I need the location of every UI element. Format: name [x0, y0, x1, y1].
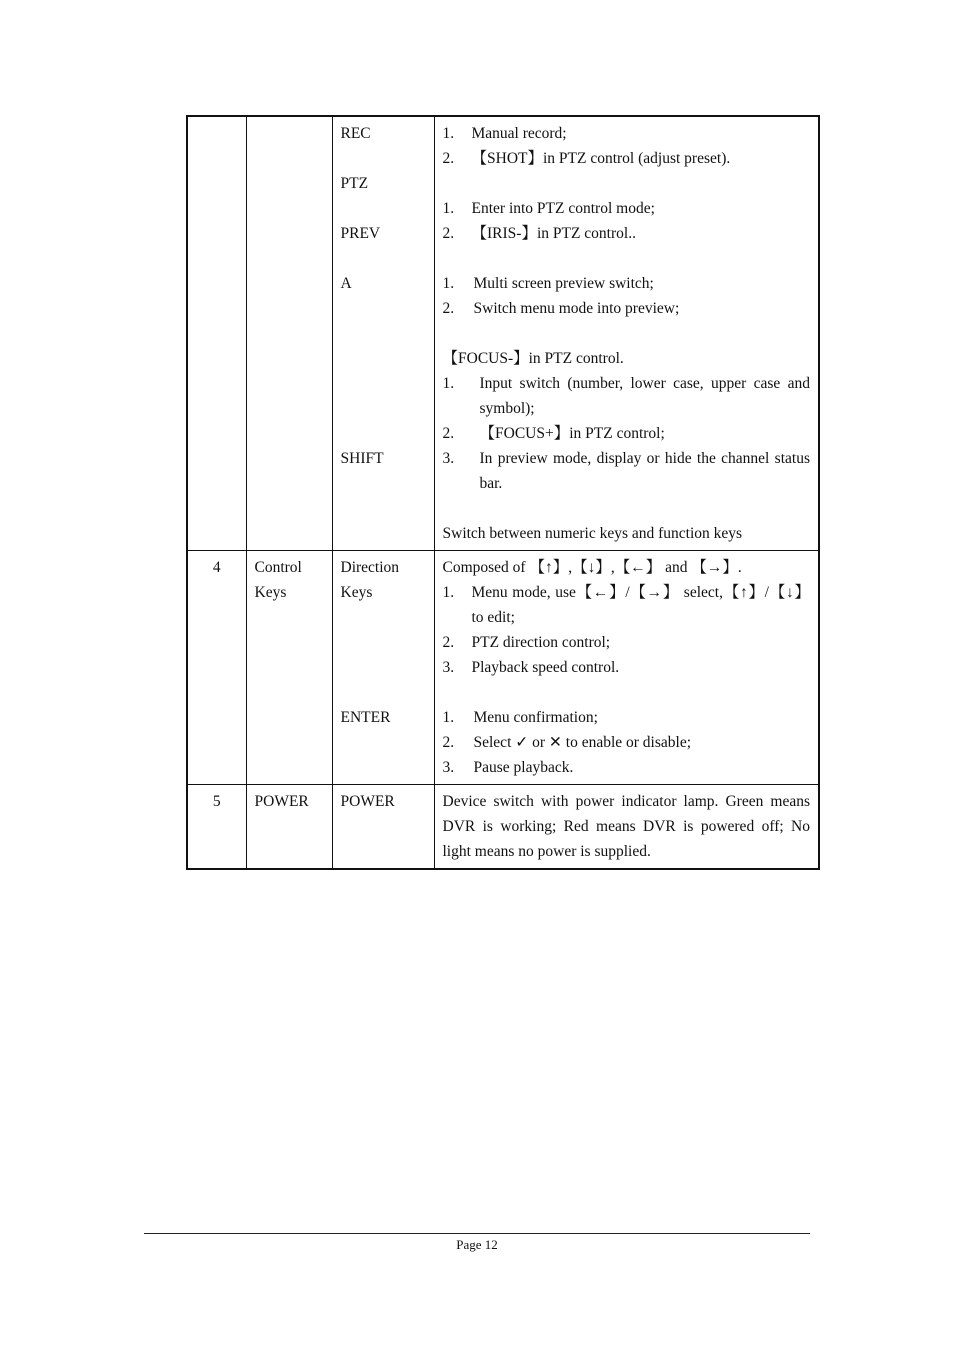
key-name: POWER: [332, 785, 434, 870]
shift-description: Switch between numeric keys and function keys: [442, 525, 743, 542]
list-item: 2. Switch menu mode into preview;: [442, 300, 680, 317]
key-name: Direction Keys: [340, 559, 400, 601]
key-name: REC: [340, 125, 371, 142]
function-keys-table: [186, 115, 820, 870]
table-row: [187, 551, 819, 785]
key-descriptions-cell: [434, 551, 819, 785]
row-number: 4: [187, 551, 246, 785]
footer-divider: [144, 1233, 810, 1234]
key-name: ENTER: [340, 709, 391, 726]
group-cell: [246, 116, 332, 551]
rec-description: [443, 121, 811, 171]
list-item: 1. Menu confirmation;: [442, 709, 598, 726]
list-item: 2. PTZ direction control;: [442, 634, 611, 651]
key-names-cell: [332, 116, 434, 551]
key-names-cell: [332, 551, 434, 785]
key-name: A: [340, 275, 352, 292]
list-item: 3. Pause playback.: [442, 759, 574, 776]
table-row: [187, 116, 819, 551]
list-item: 1. Multi screen preview switch;: [442, 275, 654, 292]
list-item: 2. Select ✓ or ✕ to enable or disable;: [442, 734, 692, 751]
list-item: 1. Manual record;: [442, 125, 567, 142]
ptz-description: [443, 196, 811, 246]
list-item: 2. 【SHOT】in PTZ control (adjust preset).: [442, 150, 731, 167]
key-descriptions-cell: [434, 116, 819, 551]
list-item: 3. Playback speed control.: [442, 659, 620, 676]
list-item: 3. In preview mode, display or hide the channel status bar.: [442, 450, 810, 492]
a-key-intro: 【FOCUS-】in PTZ control.: [442, 350, 624, 367]
row-number-cell: [187, 116, 246, 551]
key-name: PREV: [340, 225, 381, 242]
direction-keys-intro: Composed of 【↑】,【↓】,【←】 and 【→】.: [442, 559, 742, 576]
key-name: SHIFT: [340, 450, 384, 467]
a-key-description: [443, 346, 811, 496]
page-number: Page 12: [456, 1237, 498, 1252]
list-item: 2. 【IRIS-】in PTZ control..: [442, 225, 636, 242]
table-row: [187, 785, 819, 870]
power-description: Device switch with power indicator lamp. Green means DVR is working; Red means DVR is powered off; No light means no power is supplied.: [434, 785, 819, 870]
group-name: Control Keys: [246, 551, 332, 785]
list-item: 1. Menu mode, use【←】/【→】 select,【↑】/【↓】 to edit;: [442, 584, 810, 626]
direction-keys-description: [443, 555, 811, 680]
enter-description: [443, 705, 811, 780]
row-number: 5: [187, 785, 246, 870]
prev-description: [443, 271, 811, 321]
key-name: PTZ: [340, 175, 369, 192]
group-name: POWER: [246, 785, 332, 870]
list-item: 1. Input switch (number, lower case, upper case and symbol);: [442, 375, 810, 417]
list-item: 2. 【FOCUS+】in PTZ control;: [442, 425, 665, 442]
list-item: 1. Enter into PTZ control mode;: [442, 200, 655, 217]
